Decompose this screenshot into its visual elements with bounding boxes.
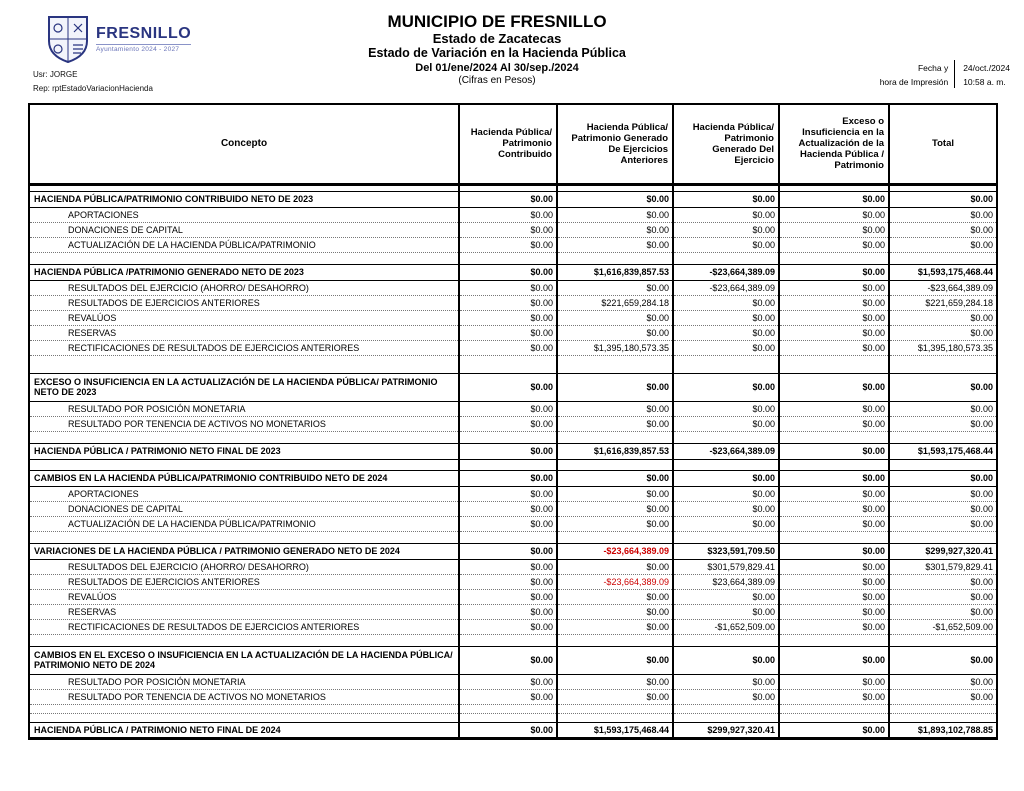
value-cell: $0.00 (779, 191, 889, 207)
concept-cell (29, 531, 459, 543)
value-cell (557, 704, 673, 713)
value-cell: $0.00 (779, 722, 889, 738)
value-cell: $0.00 (889, 589, 997, 604)
value-cell: $0.00 (459, 401, 557, 416)
value-cell: -$23,664,389.09 (673, 264, 779, 280)
concept-cell (29, 184, 459, 191)
value-cell: $0.00 (459, 619, 557, 634)
concept-cell: APORTACIONES (29, 486, 459, 501)
table-row (29, 674, 997, 689)
value-cell (557, 252, 673, 264)
value-cell: $0.00 (459, 470, 557, 486)
table-row (29, 589, 997, 604)
spacer-row (29, 713, 997, 722)
value-cell: $0.00 (459, 674, 557, 689)
value-cell (779, 431, 889, 443)
value-cell: $0.00 (459, 722, 557, 738)
value-cell (779, 355, 889, 373)
value-cell: $0.00 (889, 373, 997, 401)
col-header-patrimonio-contribuido: Hacienda Pública/ Patrimonio Contribuido (459, 104, 557, 184)
value-cell (459, 634, 557, 646)
value-cell (459, 355, 557, 373)
concept-cell (29, 459, 459, 470)
concept-cell: DONACIONES DE CAPITAL (29, 501, 459, 516)
value-cell (889, 431, 997, 443)
value-cell: $0.00 (557, 516, 673, 531)
value-cell: $0.00 (557, 237, 673, 252)
concept-cell (29, 704, 459, 713)
value-cell: $0.00 (889, 470, 997, 486)
value-cell (779, 252, 889, 264)
value-cell: $0.00 (557, 501, 673, 516)
spacer-row (29, 355, 997, 373)
table-row (29, 443, 997, 459)
value-cell: $0.00 (557, 207, 673, 222)
value-cell: $0.00 (889, 310, 997, 325)
value-cell (557, 431, 673, 443)
concept-cell: CAMBIOS EN LA HACIENDA PÚBLICA/PATRIMONIO CONTRIBUIDO NETO DE 2024 (29, 470, 459, 486)
title-report-name: Estado de Variación en la Hacienda Pública (368, 46, 626, 60)
concept-cell (29, 355, 459, 373)
value-cell: $0.00 (779, 559, 889, 574)
concept-cell: APORTACIONES (29, 207, 459, 222)
table-row (29, 191, 997, 207)
value-cell: $0.00 (673, 689, 779, 704)
value-cell: $0.00 (889, 486, 997, 501)
value-cell: $0.00 (557, 373, 673, 401)
value-cell: $0.00 (673, 486, 779, 501)
concept-cell: ACTUALIZACIÓN DE LA HACIENDA PÚBLICA/PATRIMONIO (29, 237, 459, 252)
value-cell: $0.00 (557, 416, 673, 431)
value-cell: $0.00 (459, 443, 557, 459)
value-cell: -$23,664,389.09 (557, 574, 673, 589)
value-cell: $0.00 (557, 559, 673, 574)
value-cell: $299,927,320.41 (889, 543, 997, 559)
concept-cell (29, 431, 459, 443)
value-cell: $0.00 (779, 516, 889, 531)
concept-cell: RESULTADO POR POSICIÓN MONETARIA (29, 674, 459, 689)
value-cell: $0.00 (779, 589, 889, 604)
shield-logo-icon (46, 14, 90, 64)
value-cell: $0.00 (557, 325, 673, 340)
concept-cell (29, 634, 459, 646)
table-header-row (29, 104, 997, 184)
value-cell: $0.00 (779, 207, 889, 222)
spacer-row (29, 634, 997, 646)
value-cell: $0.00 (889, 574, 997, 589)
concept-cell: ACTUALIZACIÓN DE LA HACIENDA PÚBLICA/PATRIMONIO (29, 516, 459, 531)
value-cell (779, 704, 889, 713)
value-cell: $0.00 (889, 646, 997, 674)
value-cell: $0.00 (779, 264, 889, 280)
table-row (29, 619, 997, 634)
value-cell: $1,616,839,857.53 (557, 264, 673, 280)
value-cell: $0.00 (459, 574, 557, 589)
value-cell: $0.00 (779, 619, 889, 634)
table-row (29, 516, 997, 531)
title-municipality: MUNICIPIO DE FRESNILLO (387, 12, 607, 31)
value-cell: $0.00 (459, 416, 557, 431)
value-cell: $0.00 (459, 689, 557, 704)
print-date-label: Fecha y (917, 63, 949, 73)
value-cell: $0.00 (459, 501, 557, 516)
value-cell: $0.00 (779, 604, 889, 619)
value-cell: $0.00 (889, 325, 997, 340)
value-cell: $301,579,829.41 (889, 559, 997, 574)
variation-table (28, 103, 998, 740)
value-cell: $1,395,180,573.35 (557, 340, 673, 355)
table-row (29, 559, 997, 574)
concept-cell: HACIENDA PÚBLICA / PATRIMONIO NETO FINAL DE 2023 (29, 443, 459, 459)
municipality-logo (46, 14, 191, 64)
value-cell: $0.00 (779, 416, 889, 431)
value-cell (673, 252, 779, 264)
value-cell: $0.00 (459, 280, 557, 295)
table-row (29, 486, 997, 501)
value-cell (673, 704, 779, 713)
value-cell (459, 459, 557, 470)
table-row (29, 470, 997, 486)
value-cell (459, 704, 557, 713)
spacer-row (29, 184, 997, 191)
value-cell: $0.00 (889, 191, 997, 207)
value-cell: $0.00 (557, 604, 673, 619)
value-cell: $0.00 (557, 470, 673, 486)
logo-subtitle: Ayuntamiento 2024 - 2027 (96, 44, 191, 53)
value-cell: $0.00 (557, 401, 673, 416)
value-cell (889, 531, 997, 543)
title-units: (Cifras en Pesos) (458, 75, 536, 86)
spacer-row (29, 531, 997, 543)
concept-cell: RECTIFICACIONES DE RESULTADOS DE EJERCICIOS ANTERIORES (29, 340, 459, 355)
table-row (29, 207, 997, 222)
value-cell (557, 184, 673, 191)
value-cell: $0.00 (459, 222, 557, 237)
table-row (29, 373, 997, 401)
col-header-total: Total (889, 104, 997, 184)
value-cell: -$23,664,389.09 (557, 543, 673, 559)
value-cell (557, 459, 673, 470)
value-cell: $0.00 (779, 401, 889, 416)
value-cell: $0.00 (779, 470, 889, 486)
value-cell: $0.00 (557, 646, 673, 674)
value-cell: $0.00 (779, 237, 889, 252)
value-cell: -$1,652,509.00 (889, 619, 997, 634)
value-cell: $0.00 (459, 589, 557, 604)
value-cell: $0.00 (779, 674, 889, 689)
value-cell: $1,593,175,468.44 (557, 722, 673, 738)
value-cell: $0.00 (779, 646, 889, 674)
concept-cell: RESERVAS (29, 325, 459, 340)
value-cell: $0.00 (557, 589, 673, 604)
value-cell: $0.00 (673, 646, 779, 674)
value-cell: $301,579,829.41 (673, 559, 779, 574)
value-cell: -$23,664,389.09 (889, 280, 997, 295)
value-cell: $0.00 (459, 325, 557, 340)
value-cell (779, 634, 889, 646)
table-row (29, 237, 997, 252)
concept-cell: RESULTADO POR POSICIÓN MONETARIA (29, 401, 459, 416)
value-cell: $0.00 (779, 373, 889, 401)
value-cell (557, 531, 673, 543)
table-row (29, 310, 997, 325)
spacer-row (29, 431, 997, 443)
concept-cell: DONACIONES DE CAPITAL (29, 222, 459, 237)
value-cell: $0.00 (459, 340, 557, 355)
value-cell: $0.00 (673, 416, 779, 431)
value-cell: $299,927,320.41 (673, 722, 779, 738)
value-cell: $0.00 (889, 207, 997, 222)
value-cell: $0.00 (779, 543, 889, 559)
value-cell: $0.00 (779, 280, 889, 295)
user-label: Usr: JORGE (33, 70, 78, 79)
value-cell: $0.00 (779, 486, 889, 501)
value-cell: -$23,664,389.09 (673, 443, 779, 459)
value-cell: $0.00 (889, 501, 997, 516)
table-row (29, 401, 997, 416)
value-cell: $0.00 (779, 574, 889, 589)
value-cell: $0.00 (673, 237, 779, 252)
print-date-value: 24/oct./2024 (954, 60, 1010, 74)
value-cell: $221,659,284.18 (889, 295, 997, 310)
value-cell (779, 713, 889, 722)
concept-cell: VARIACIONES DE LA HACIENDA PÚBLICA / PATRIMONIO GENERADO NETO DE 2024 (29, 543, 459, 559)
table-row (29, 280, 997, 295)
col-header-exceso-insuficiencia: Exceso o Insuficiencia en la Actualización de la Hacienda Pública / Patrimonio (779, 104, 889, 184)
table-row (29, 222, 997, 237)
value-cell: $0.00 (889, 689, 997, 704)
value-cell: $1,616,839,857.53 (557, 443, 673, 459)
value-cell: $0.00 (459, 543, 557, 559)
value-cell: $0.00 (889, 401, 997, 416)
value-cell: $0.00 (557, 619, 673, 634)
value-cell: $0.00 (779, 310, 889, 325)
concept-cell: RESULTADOS DEL EJERCICIO (AHORRO/ DESAHORRO) (29, 280, 459, 295)
col-header-generado-ejercicio: Hacienda Pública/ Patrimonio Generado Del Ejercicio (673, 104, 779, 184)
value-cell: $0.00 (889, 237, 997, 252)
value-cell: $0.00 (673, 589, 779, 604)
table-body (29, 184, 997, 738)
report-titles (262, 12, 732, 87)
title-period: Del 01/ene/2024 Al 30/sep./2024 (415, 62, 579, 74)
value-cell (889, 713, 997, 722)
value-cell (459, 184, 557, 191)
value-cell: $323,591,709.50 (673, 543, 779, 559)
value-cell: $0.00 (557, 280, 673, 295)
value-cell: $0.00 (557, 310, 673, 325)
value-cell: $0.00 (459, 207, 557, 222)
value-cell: $0.00 (779, 443, 889, 459)
value-cell: $0.00 (459, 264, 557, 280)
concept-cell: RESULTADOS DE EJERCICIOS ANTERIORES (29, 295, 459, 310)
value-cell (459, 713, 557, 722)
value-cell: $0.00 (459, 646, 557, 674)
value-cell (889, 252, 997, 264)
print-datetime-block (880, 60, 1010, 88)
logo-wordmark: FRESNILLO (96, 25, 192, 42)
concept-cell (29, 713, 459, 722)
value-cell (459, 431, 557, 443)
value-cell: $0.00 (779, 325, 889, 340)
value-cell: $0.00 (673, 604, 779, 619)
value-cell: $0.00 (889, 674, 997, 689)
value-cell: $0.00 (459, 191, 557, 207)
value-cell (889, 459, 997, 470)
value-cell: $0.00 (673, 295, 779, 310)
value-cell: $0.00 (673, 373, 779, 401)
value-cell: $0.00 (557, 191, 673, 207)
value-cell: $0.00 (459, 604, 557, 619)
value-cell: $0.00 (779, 340, 889, 355)
value-cell (779, 184, 889, 191)
user-report-info (33, 68, 153, 96)
col-header-concepto: Concepto (29, 104, 459, 184)
value-cell (557, 355, 673, 373)
table-row (29, 604, 997, 619)
spacer-row (29, 252, 997, 264)
value-cell (459, 252, 557, 264)
concept-cell: RESULTADOS DE EJERCICIOS ANTERIORES (29, 574, 459, 589)
value-cell: $0.00 (779, 689, 889, 704)
table-row (29, 501, 997, 516)
concept-cell: RECTIFICACIONES DE RESULTADOS DE EJERCICIOS ANTERIORES (29, 619, 459, 634)
table-row (29, 543, 997, 559)
value-cell: $0.00 (673, 310, 779, 325)
value-cell: $1,395,180,573.35 (889, 340, 997, 355)
value-cell: $0.00 (779, 501, 889, 516)
table-row (29, 416, 997, 431)
table-row (29, 295, 997, 310)
value-cell: $0.00 (779, 295, 889, 310)
value-cell: $0.00 (673, 207, 779, 222)
value-cell: $0.00 (889, 416, 997, 431)
value-cell (673, 431, 779, 443)
value-cell (889, 184, 997, 191)
value-cell (557, 634, 673, 646)
concept-cell (29, 252, 459, 264)
concept-cell: HACIENDA PÚBLICA/PATRIMONIO CONTRIBUIDO NETO DE 2023 (29, 191, 459, 207)
value-cell: $0.00 (673, 516, 779, 531)
value-cell: $0.00 (557, 674, 673, 689)
value-cell: -$1,652,509.00 (673, 619, 779, 634)
value-cell: $0.00 (673, 401, 779, 416)
value-cell (889, 634, 997, 646)
col-header-generado-anteriores: Hacienda Pública/ Patrimonio Generado De Ejercicios Anteriores (557, 104, 673, 184)
value-cell: $0.00 (459, 295, 557, 310)
value-cell (557, 713, 673, 722)
value-cell: $0.00 (459, 516, 557, 531)
value-cell: $0.00 (889, 604, 997, 619)
value-cell (673, 634, 779, 646)
value-cell (673, 713, 779, 722)
value-cell: $0.00 (673, 501, 779, 516)
value-cell: $0.00 (557, 689, 673, 704)
value-cell: $0.00 (889, 222, 997, 237)
table-row (29, 689, 997, 704)
print-time-label: hora de Impresión (879, 77, 949, 87)
value-cell: $23,664,389.09 (673, 574, 779, 589)
table-row (29, 340, 997, 355)
value-cell (673, 531, 779, 543)
value-cell: $0.00 (459, 486, 557, 501)
value-cell: $0.00 (779, 222, 889, 237)
value-cell (889, 355, 997, 373)
value-cell: $0.00 (673, 340, 779, 355)
value-cell (459, 531, 557, 543)
title-state: Estado de Zacatecas (432, 31, 562, 46)
value-cell (673, 184, 779, 191)
value-cell: $0.00 (673, 325, 779, 340)
table-row (29, 574, 997, 589)
concept-cell: RESULTADO POR TENENCIA DE ACTIVOS NO MONETARIOS (29, 689, 459, 704)
value-cell: $0.00 (673, 470, 779, 486)
value-cell: $0.00 (459, 310, 557, 325)
concept-cell: HACIENDA PÚBLICA /PATRIMONIO GENERADO NETO DE 2023 (29, 264, 459, 280)
concept-cell: HACIENDA PÚBLICA / PATRIMONIO NETO FINAL DE 2024 (29, 722, 459, 738)
concept-cell: RESERVAS (29, 604, 459, 619)
table-row (29, 722, 997, 738)
concept-cell: REVALÚOS (29, 589, 459, 604)
value-cell: $1,593,175,468.44 (889, 443, 997, 459)
report-id-label: Rep: rptEstadoVariacionHacienda (33, 84, 153, 93)
value-cell: $0.00 (459, 559, 557, 574)
value-cell: $0.00 (889, 516, 997, 531)
concept-cell: RESULTADOS DEL EJERCICIO (AHORRO/ DESAHORRO) (29, 559, 459, 574)
concept-cell: CAMBIOS EN EL EXCESO O INSUFICIENCIA EN LA ACTUALIZACIÓN DE LA HACIENDA PÚBLICA/ PATRIMONIO NETO DE 2024 (29, 646, 459, 674)
concept-cell: EXCESO O INSUFICIENCIA EN LA ACTUALIZACIÓN DE LA HACIENDA PÚBLICA/ PATRIMONIO NETO DE 2023 (29, 373, 459, 401)
value-cell: $0.00 (673, 674, 779, 689)
value-cell: $1,593,175,468.44 (889, 264, 997, 280)
value-cell: -$23,664,389.09 (673, 280, 779, 295)
table-row (29, 264, 997, 280)
print-time-value: 10:58 a. m. (954, 74, 1010, 88)
spacer-row (29, 704, 997, 713)
table-row (29, 325, 997, 340)
value-cell: $1,893,102,788.85 (889, 722, 997, 738)
value-cell: $0.00 (557, 486, 673, 501)
value-cell: $221,659,284.18 (557, 295, 673, 310)
value-cell (779, 531, 889, 543)
value-cell (673, 355, 779, 373)
value-cell (889, 704, 997, 713)
concept-cell: REVALÚOS (29, 310, 459, 325)
table-row (29, 646, 997, 674)
value-cell: $0.00 (459, 237, 557, 252)
value-cell (779, 459, 889, 470)
value-cell (673, 459, 779, 470)
value-cell: $0.00 (557, 222, 673, 237)
value-cell: $0.00 (673, 222, 779, 237)
value-cell: $0.00 (673, 191, 779, 207)
spacer-row (29, 459, 997, 470)
concept-cell: RESULTADO POR TENENCIA DE ACTIVOS NO MONETARIOS (29, 416, 459, 431)
value-cell: $0.00 (459, 373, 557, 401)
